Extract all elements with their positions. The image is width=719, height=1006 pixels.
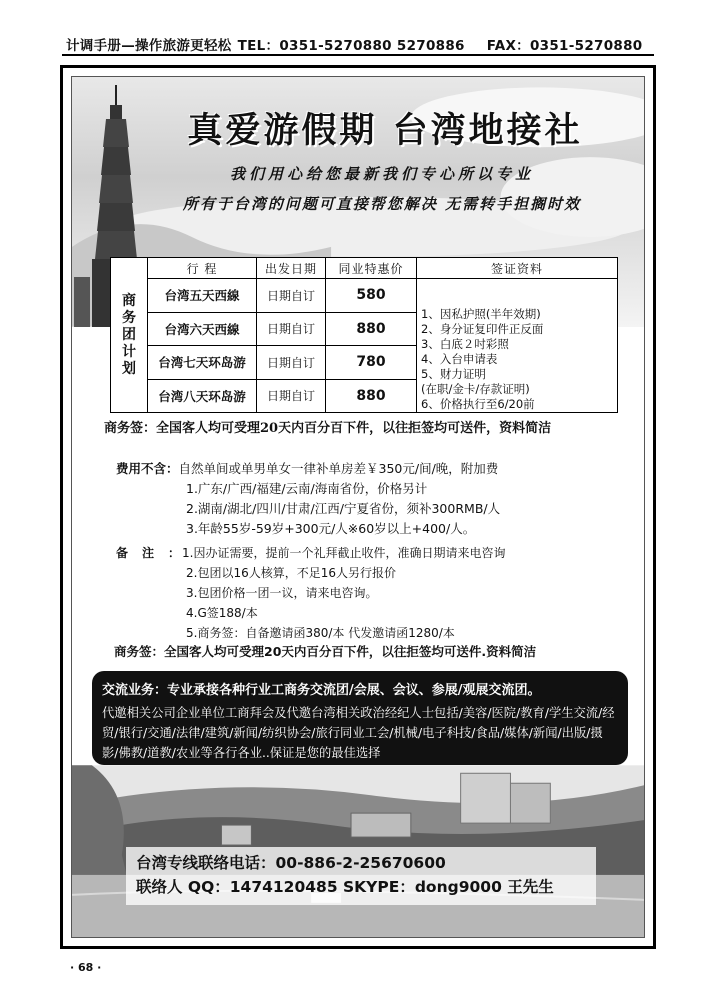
header-fax: FAX：0351-5270880 xyxy=(486,38,643,54)
tour-price-table xyxy=(110,257,618,413)
contact-qq-skype: 联络人 QQ：1474120485 SKYPE：dong9000 王先生 xyxy=(136,878,554,896)
page-number: · 68 · xyxy=(70,961,102,974)
header-tel: TEL：0351-5270880 5270886 xyxy=(237,38,465,54)
ad-headline: 真爱游假期 台湾地接社 xyxy=(187,110,583,151)
ad-panel xyxy=(71,76,645,938)
table-row: 台湾八天环岛游 日期自订 880 xyxy=(111,379,618,413)
slogan-line-2: 所有于台湾的问题可直接帮您解决 无需转手担搁时效 xyxy=(182,195,582,213)
col-date: 出发日期 xyxy=(257,258,326,279)
visa-requirements: 1、因私护照(半年效期) 2、身分证复印件正反面 3、白底２吋彩照 4、入台申请表 5、财力证明 (在职/金卡/存款证明) 6、价格执行至6/20前 xyxy=(417,279,618,413)
page-header xyxy=(66,34,651,54)
remarks: 备注：1.因办证需要，提前一个礼拜截止收件，准确日期请来电咨询 2.包团以16人核算，不足16人另行报价 3.包团价格一团一议，请来电咨询。 4.G签188/本 5.商务签：自备邀请函380/本 代发邀请函1280/本 xyxy=(116,543,505,643)
table-row: 台湾五天西線 日期自订 580 1、因私护照(半年效期) 2、身分证复印件正反面 3、白底２吋彩照 4、入台申请表 5、财力证明 (在职/金卡/存款证明) 6、价格执行至6/20前 xyxy=(111,279,618,313)
fee-label: 费用不含： xyxy=(116,461,179,476)
exchange-body: 代邀相关公司企业单位工商拜会及代邀台湾相关政治经纪人士包括/美容/医院/教育/学生交流/经贸/银行/交通/法律/建筑/新闻/纺织协会/旅行同业工会/机械/电子科技/食品/媒体/新闻/出版/摄影/佛教/道教/农业等各行各业..保证是您的最佳选择 xyxy=(102,706,615,760)
col-price: 同业特惠价 xyxy=(326,258,417,279)
exchange-services-box xyxy=(92,671,628,765)
table-header-row xyxy=(111,258,618,279)
header-slogan: 计调手册—操作旅游更轻松 xyxy=(66,38,232,54)
business-visa-note: 商务签：全国客人均可受理20天内百分百下件，以往拒签均可送件，资料简洁 xyxy=(104,421,552,436)
contact-box xyxy=(126,847,596,905)
col-route: 行 程 xyxy=(148,258,257,279)
business-visa-note-2: 商务签：全国客人均可受理20天内百分百下件，以往拒签均可送件.资料简洁 xyxy=(114,644,537,659)
table-row: 台湾七天环岛游 日期自订 780 xyxy=(111,346,618,380)
contact-phone: 台湾专线联络电话：00-886-2-25670600 xyxy=(136,854,446,872)
exchange-title: 交流业务：专业承接各种行业工商务交流团/会展、会议、参展/观展交流团。 xyxy=(102,683,541,698)
remarks-label: 备注： xyxy=(116,546,195,560)
col-visa: 签证资料 xyxy=(417,258,618,279)
table-row-header: 商 务 团 计 划 xyxy=(111,258,148,413)
slogan-line-1: 我们用心给您最新我们专心所以专业 xyxy=(229,165,534,183)
fee-exclusions: 费用不含：自然单间或单男单女一律补单房差￥350元/间/晚，附加费 1.广东/广西/福建/云南/海南省份，价格另计 2.湖南/湖北/四川/甘肃/江西/宁夏省份，须补300RMB/人 3.年龄55岁-59岁+300元/人※60岁以上+400/人。 xyxy=(116,461,501,536)
header-rule xyxy=(62,54,654,56)
table-row: 台湾六天西線 日期自订 880 xyxy=(111,312,618,346)
